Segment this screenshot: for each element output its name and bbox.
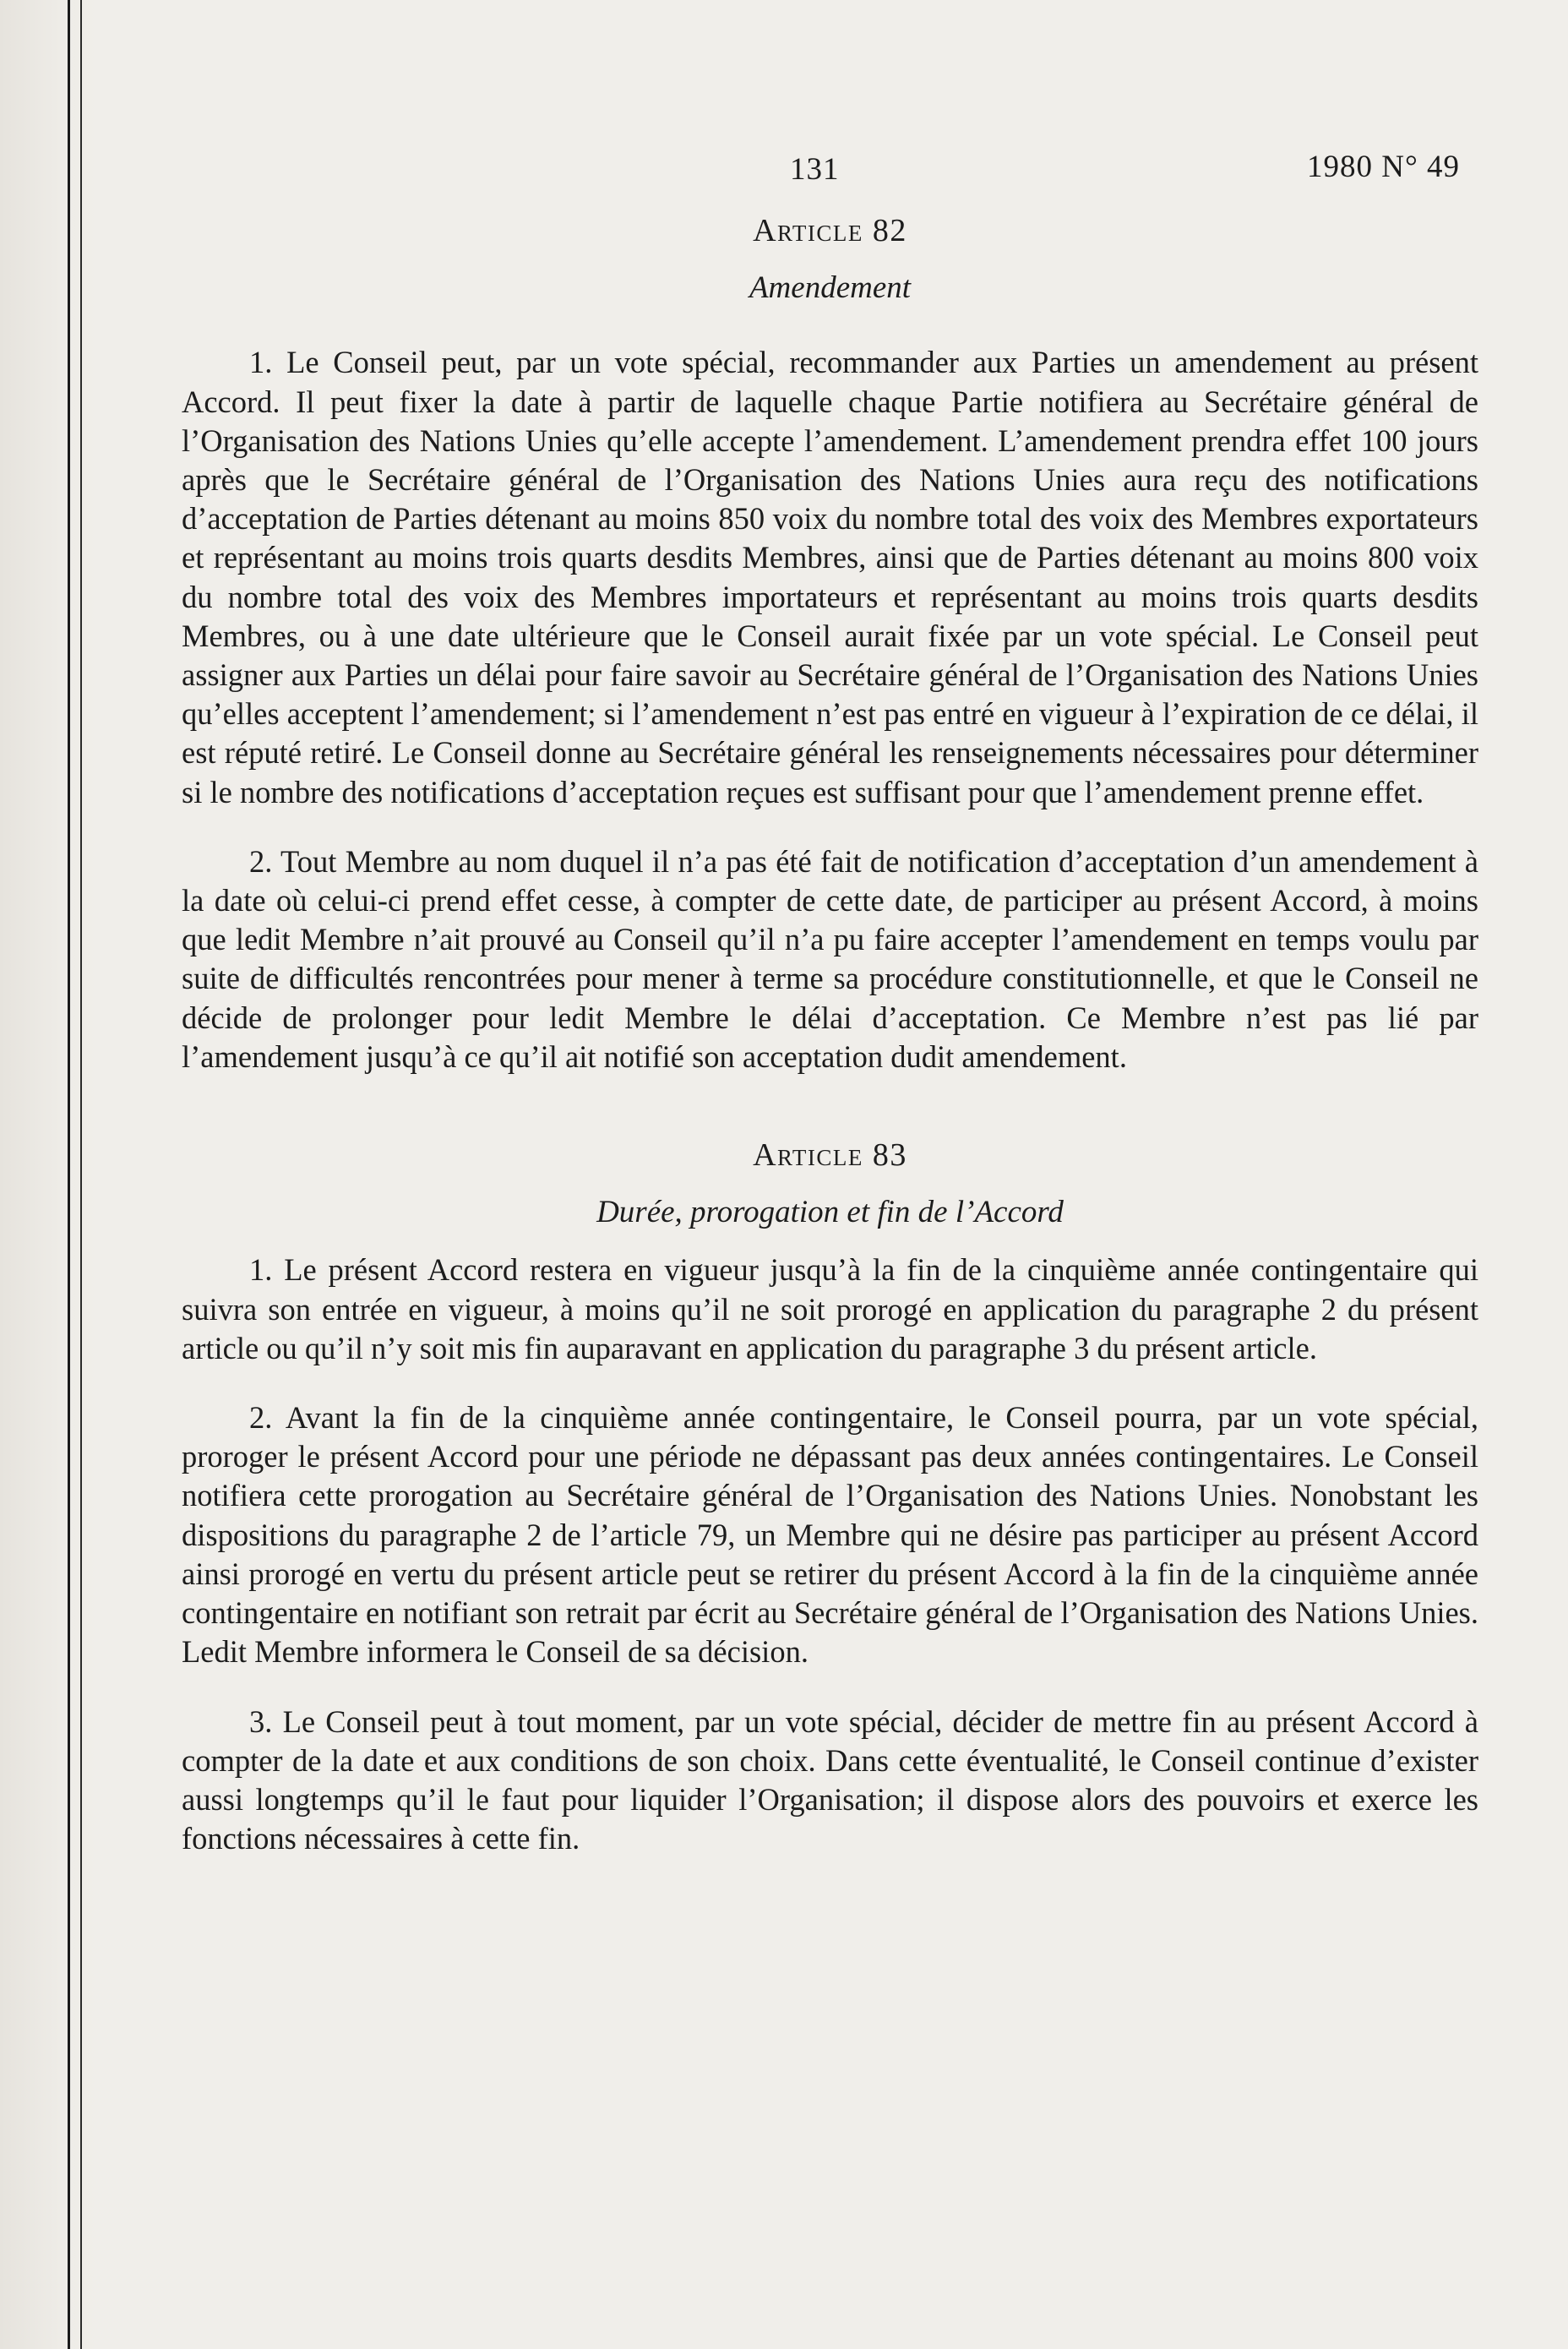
article-heading: Article 82 [753, 213, 907, 248]
paragraph: 1. Le présent Accord restera en vigueur jusqu’à la fin de la cinquième année contingentaire qui suivra son entrée en vigueur, à moins qu’il ne soit prorogé en application du paragraphe 2 du présent article ou qu’il n’y soit mis fin auparavant en application du paragraphe 3 du présent article. [182, 1252, 1478, 1365]
binding-line-left [68, 0, 70, 2349]
paragraph: 3. Le Conseil peut à tout moment, par un vote spécial, décider de mettre fin au présent Accord à compter de la date et aux conditions de son choix. Dans cette éventualité, le Conseil continue d’exister aussi longtemps qu’il le faut pour liquider l’Organisation; il dispose alors des pouvoirs et exerce les fonctions nécessaires à cette fin. [182, 1703, 1478, 1856]
document-reference: 1980 N° 49 [1306, 150, 1460, 184]
article-subtitle: Amendement [749, 270, 912, 306]
page-content [182, 144, 1478, 1858]
paragraph: 2. Avant la fin de la cinquième année contingentaire, le Conseil pourra, par un vote spécial, proroger le présent Accord pour une période ne dépassant pas deux années contingentaires. Le Conseil notifiera cette prorogation au Secrétaire général de l’Organisation des Nations Unies. Nonobstant les dispositions du paragraphe 2 de l’article 79, un Membre qui ne désire pas participer au présent Accord ainsi prorogé en vertu du présent article peut se retirer du présent Accord à la fin de la cinquième année contingentaire en notifiant son retrait par écrit au Secrétaire général de l’Organisation des Nations Unies. Ledit Membre informera le Conseil de sa décision. [182, 1400, 1478, 1670]
article-82 [182, 211, 1478, 1076]
page-number: 131 [790, 152, 840, 187]
article-heading: Article 83 [753, 1137, 907, 1174]
paragraph: 2. Tout Membre au nom duquel il n’a pas été fait de notification d’acceptation d’un amendement à la date où celui-ci prend effet cesse, à compter de cette date, de participer au présent Accord, à moins que ledit Membre n’ait prouvé au Conseil qu’il n’a pu faire accepter l’amendement en temps voulu par suite de difficultés rencontrées pour mener à terme sa procédure constitutionnelle, et que le Conseil ne décide de prolonger pour ledit Membre le délai d’acceptation. Ce Membre n’est pas lié par l’amendement jusqu’à ce qu’il ait notifié son acceptation dudit amendement. [182, 843, 1478, 1074]
binding-line-right [80, 0, 82, 2349]
article-83 [182, 1136, 1478, 1858]
paragraph: 1. Le Conseil peut, par un vote spécial, recommander aux Parties un amendement au présent Accord. Il peut fixer la date à partir de laquelle chaque Partie notifiera au Secrétaire général de l’Organisation des Nations Unies qu’elle accepte l’amendement. L’amendement prendra effet 100 jours après que le Secrétaire général de l’Organisation des Nations Unies aura reçu des notifications d’acceptation de Parties détenant au moins 850 voix du nombre total des voix des Membres exportateurs et représentant au moins trois quarts desdits Membres, ainsi que de Parties détenant au moins 800 voix du nombre total des voix des Membres importateurs et représentant au moins trois quarts desdits Membres, ou à une date ultérieure que le Conseil aurait fixée par un vote spécial. Le Conseil peut assigner aux Parties un délai pour faire savoir au Secrétaire général de l’Organisation des Nations Unies qu’elles acceptent l’amendement; si l’amendement n’est pas entré en vigueur à l’expiration de ce délai, il est réputé retiré. Le Conseil donne au Secrétaire général les renseignements nécessaires pour déterminer si le nombre des notifications d’acceptation reçues est suffisant pour que l’amendement prenne effet. [182, 345, 1478, 809]
article-subtitle: Durée, prorogation et fin de l’Accord [596, 1195, 1064, 1230]
page-header [182, 144, 1478, 194]
binding-shadow [0, 0, 101, 2349]
